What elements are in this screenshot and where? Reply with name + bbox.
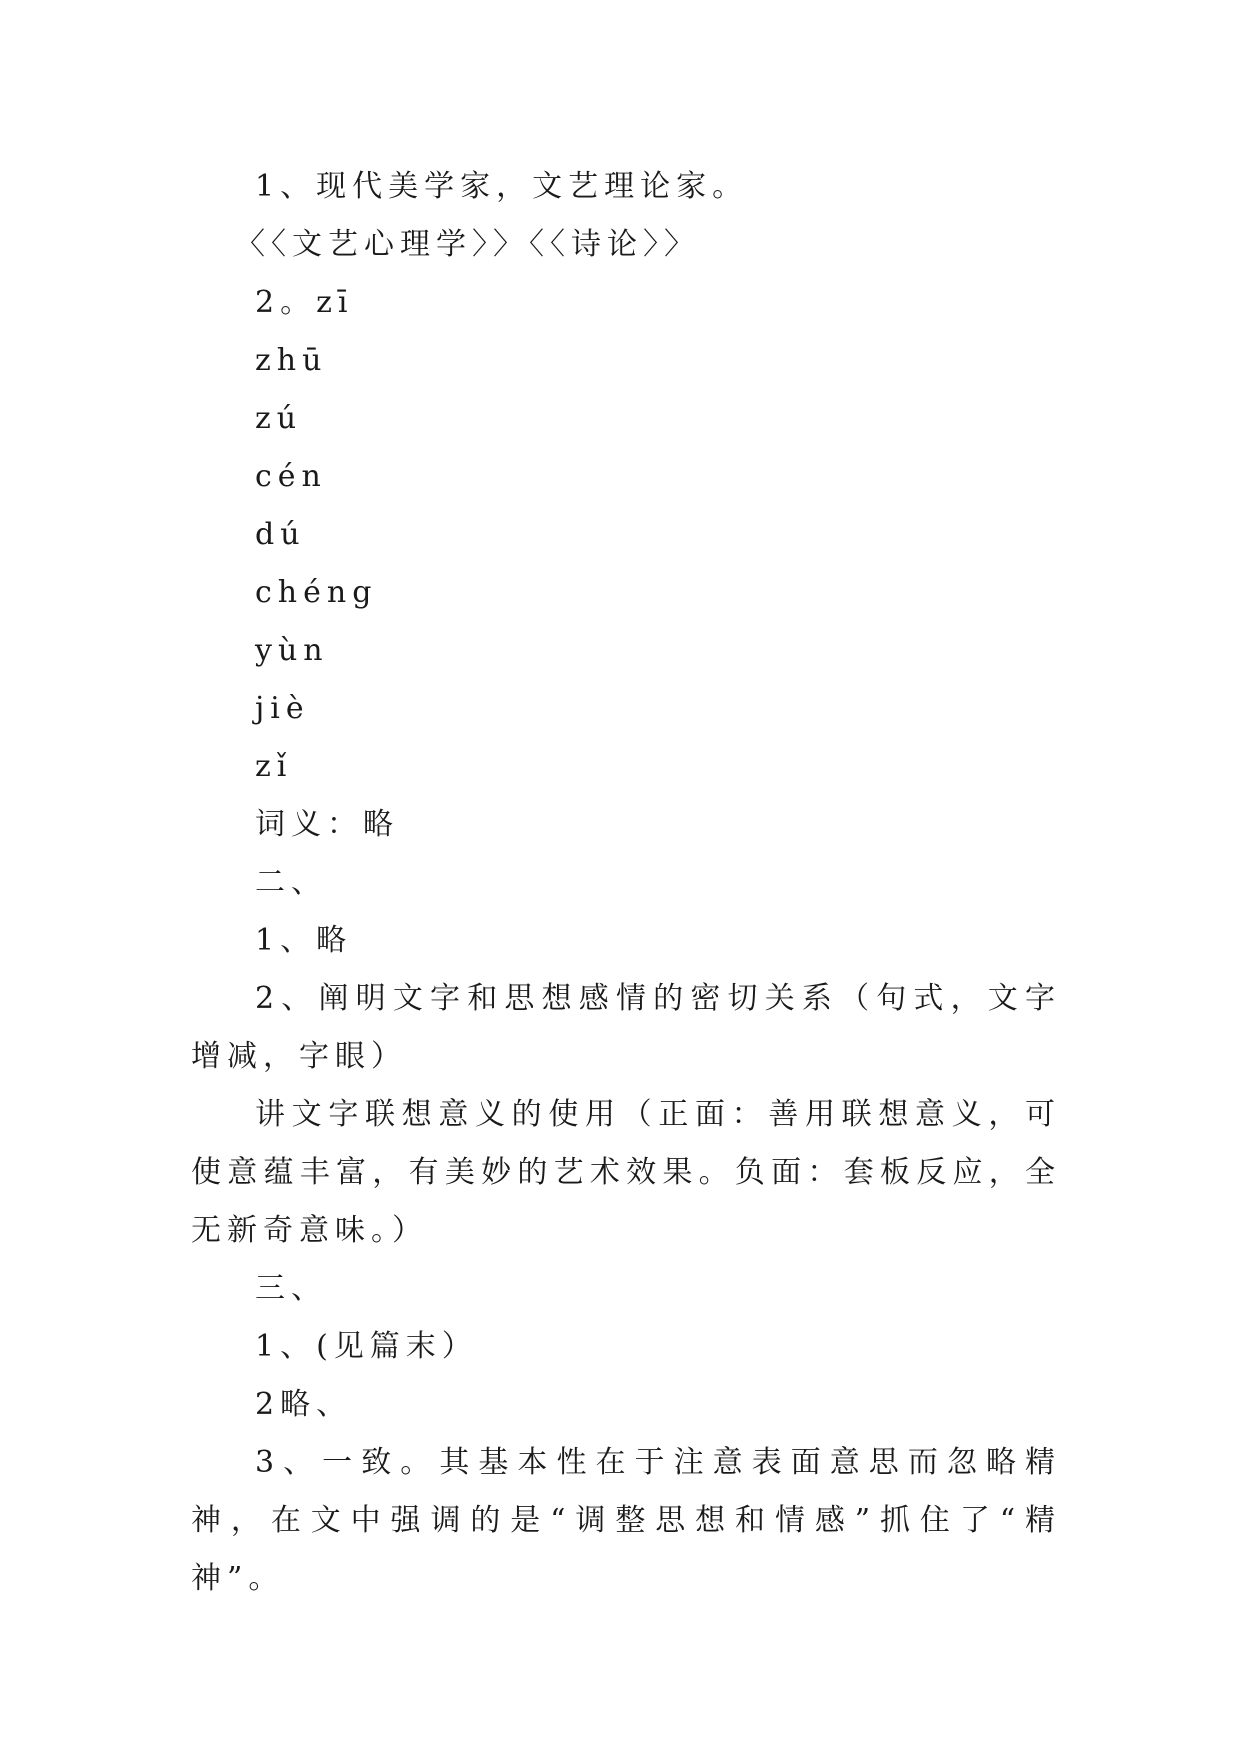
answer-paragraph: 2、阐明文字和思想感情的密切关系（句式，文字增减，字眼） <box>191 981 1061 1074</box>
answer-line: 2略、 <box>255 1387 353 1422</box>
answer-paragraph: 3、一致。其基本性在于注意表面意思而忽略精神，在文中强调的是“调整思想和情感”抓住了“精神”。 <box>191 1445 1061 1596</box>
answer-line: 1、(见篇末） <box>255 1329 478 1364</box>
pinyin-line: yùn <box>255 633 329 668</box>
section-heading: 二、 <box>255 865 327 900</box>
pinyin-line: chéng <box>255 575 378 610</box>
answer-line: 1、略 <box>255 923 353 958</box>
answer-line: 〈〈文艺心理学〉〉〈〈诗论〉〉 <box>235 227 700 262</box>
pinyin-line: cén <box>255 459 327 494</box>
pinyin-line: jiè <box>255 691 310 726</box>
pinyin-line: 2。zī <box>255 285 354 320</box>
pinyin-line: zú <box>255 401 303 436</box>
pinyin-line: dú <box>255 517 306 552</box>
answer-line: 1、现代美学家，文艺理论家。 <box>255 169 749 204</box>
pinyin-line: zhū <box>255 343 328 378</box>
document-body <box>191 158 1061 1608</box>
answer-paragraph: 讲文字联想意义的使用（正面：善用联想意义，可使意蕴丰富，有美妙的艺术效果。负面：套板反应，全无新奇意味。） <box>191 1097 1061 1248</box>
section-heading: 三、 <box>255 1271 327 1306</box>
pinyin-line: zǐ <box>255 749 293 784</box>
word-meaning-line: 词义：略 <box>255 807 399 842</box>
